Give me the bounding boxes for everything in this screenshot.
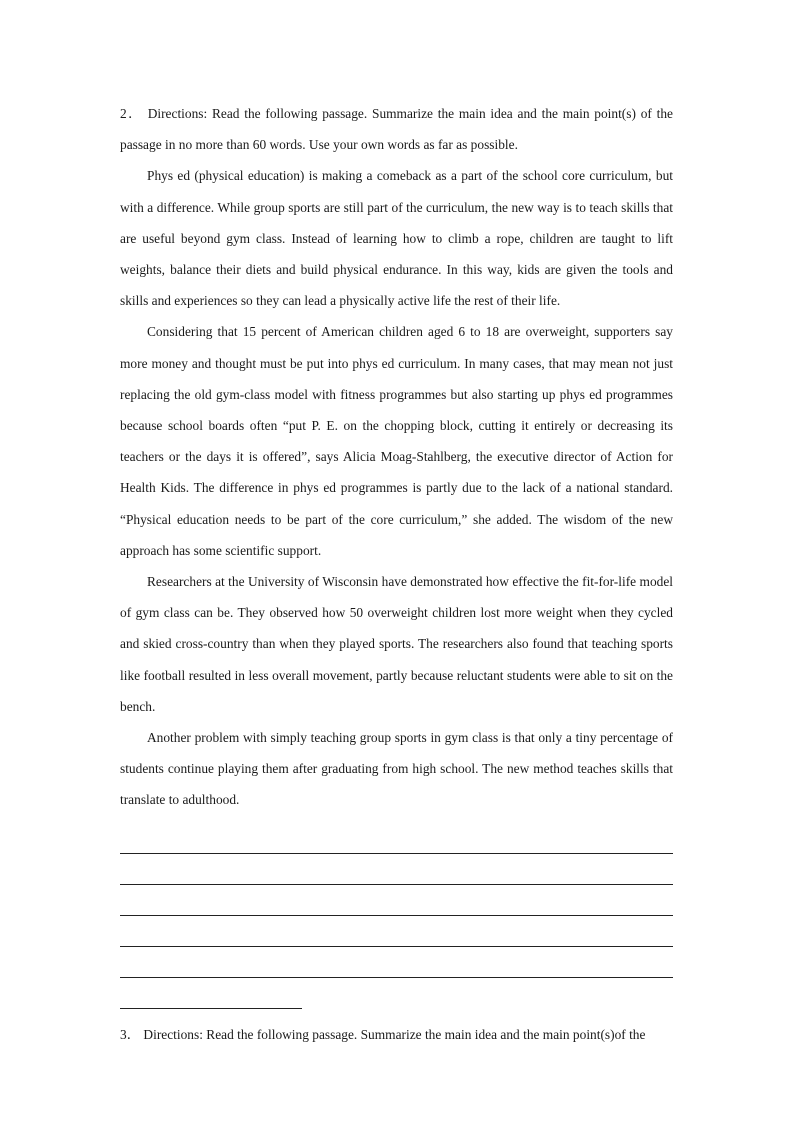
answer-line[interactable] xyxy=(120,854,673,885)
passage-paragraph-4: Another problem with simply teaching group sports in gym class is that only a tiny percentage of students continue playing them after graduating from high school. The new method teaches skills that translate to adulthood. xyxy=(120,730,673,808)
passage-paragraph-1: Phys ed (physical education) is making a comeback as a part of the school core curriculum, but with a difference. While group sports are still part of the curriculum, the new way is to teach skills that are useful beyond gym class. Instead of learning how to climb a rope, children are taught to lift weights, balance their diets and build physical endurance. In this way, kids are given the tools and skills and experiences so they can lead a physically active life the rest of their life. xyxy=(120,168,673,309)
page-content xyxy=(120,98,673,1050)
question-3-directions: 3． Directions: Read the following passage. Summarize the main idea and the main point(s)of the xyxy=(120,1026,646,1042)
answer-line[interactable] xyxy=(120,916,673,947)
answer-area[interactable] xyxy=(120,823,673,1009)
answer-line-short[interactable] xyxy=(120,978,302,1009)
question-2-directions: 2． Directions: Read the following passage. Summarize the main idea and the main point(s) of the passage in no more than 60 words. Use your own words as far as possible. xyxy=(120,106,673,153)
passage-paragraph-3: Researchers at the University of Wisconsin have demonstrated how effective the fit-for-life model of gym class can be. They observed how 50 overweight children lost more weight when they cycled and skied cross-country than when they played sports. The researchers also found that teaching sports like football resulted in less overall movement, partly because reluctant students were able to sit on the bench. xyxy=(120,574,673,714)
passage-paragraph-2: Considering that 15 percent of American children aged 6 to 18 are overweight, supporters say more money and thought must be put into phys ed curriculum. In many cases, that may mean not just replacing the old gym-class model with fitness programmes but also starting up phys ed programmes because school boards often “put P. E. on the chopping block, cutting it entirely or decreasing its teachers or the days it is offered”, says Alicia Moag-Stahlberg, the executive director of Action for Health Kids. The difference in phys ed programmes is partly due to the lack of a national standard. “Physical education needs to be part of the core curriculum,” she added. The wisdom of the new approach has some scientific support. xyxy=(120,324,673,558)
answer-line[interactable] xyxy=(120,823,673,854)
answer-line[interactable] xyxy=(120,947,673,978)
answer-line[interactable] xyxy=(120,885,673,916)
